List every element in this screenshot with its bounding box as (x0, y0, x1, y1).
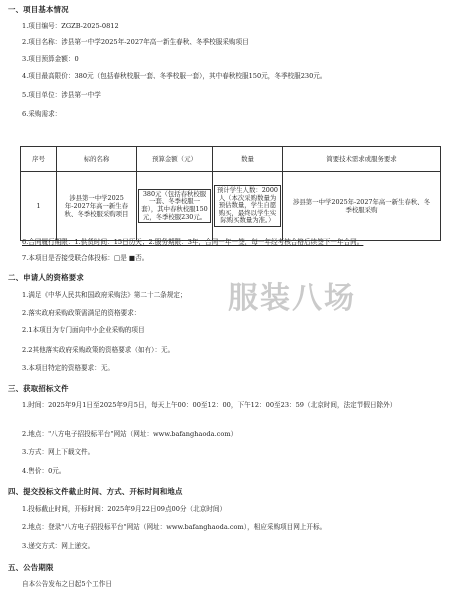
project-unit: 5.项目单位：涉县第一中学 (22, 91, 101, 99)
table-header-row (21, 147, 441, 172)
obtain-location: 2.地点："八方电子招投标平台"网站（网址：www.bafanghaoda.com） (22, 430, 238, 438)
cell-req: 涉县第一中学2025年-2027年高一新生春秋、冬季校服采购 (283, 172, 441, 241)
section-2-title: 二、申请人的资格要求 (8, 273, 84, 282)
procurement-needs-label: 6.采购需求： (22, 110, 62, 118)
project-name: 2.项目名称：涉县第一中学2025年-2027年高一新生春秋、冬季校服采购项目 (22, 38, 249, 46)
qualification-2: 2.落实政府采购政策需满足的资格要求： (22, 309, 141, 317)
qualification-1: 1.满足《中华人民共和国政府采购法》第二十二条规定； (22, 291, 187, 299)
qualification-2-2: 2.2其他落实政府采购政策的资格要求（如有）：无。 (22, 346, 175, 354)
obtain-method: 3.方式：网上下载文件。 (22, 448, 95, 456)
submit-method: 3.递交方式：网上递交。 (22, 542, 95, 550)
cell-qty: 预计学生人数：2000人（本次采购数量为预估数量，学生自愿购买，最终以学生实际购买数量为准。） (214, 185, 281, 227)
watermark-text: 服装八场 (228, 281, 356, 316)
contract-period: 6.合同履行期限：1.供货时间：15日历天；2.服务期限：3年，合同一年一签，每一年经考核合格后续签下一年合同。 (22, 238, 364, 246)
section-3-title: 三、获取招标文件 (8, 384, 69, 393)
section-5-title: 五、公告期限 (8, 563, 54, 572)
consortium-bid: 7.本项目是否接受联合体投标：□是 ■否。 (22, 254, 149, 262)
qualification-2-1: 2.1本项目为专门面向中小企业采购的项目 (22, 326, 145, 334)
deadline-time: 1.投标截止时间，开标时间：2025年9月22日09点00分（北京时间） (22, 505, 227, 513)
project-number: 1.项目编号：ZGZB-2025-0812 (22, 22, 119, 30)
col-header-no: 序号 (21, 147, 57, 172)
col-header-budget: 预算金额（元） (137, 147, 213, 172)
qualification-3: 3.本项目特定的资格要求：无。 (22, 364, 115, 372)
col-header-req: 简要技术需求或服务要求 (283, 147, 441, 172)
obtain-price: 4.售价：0元。 (22, 467, 66, 475)
cell-no: 1 (21, 172, 57, 241)
notice-period: 自本公告发布之日起5个工作日 (22, 580, 112, 588)
project-price-cap: 4.项目最高限价：380元（包括春秋校服一套、冬季校服一套），其中春秋校服150元，冬季校服230元。 (22, 72, 327, 80)
table-row (21, 172, 441, 241)
obtain-time: 1.时间：2025年9月1日至2025年9月5日，每天上午00：00至12：00，下午12：00至23：59（北京时间，法定节假日除外） (22, 401, 397, 409)
cell-budget: 380元（包括春秋校服一套、冬季校服一套），其中春秋校服150元，冬季校服230元。 (138, 189, 211, 223)
section-1-title: 一、项目基本情况 (8, 5, 69, 14)
cell-name: 涉县第一中学2025年-2027年高一新生春秋、冬季校服采购项目 (57, 172, 137, 241)
requirements-table (20, 146, 441, 241)
project-budget: 3.项目预算金额：0 (22, 55, 79, 63)
col-header-name: 标的名称 (57, 147, 137, 172)
submit-location: 2.地点：登录"八方电子招投标平台"网站（网址：www.bafanghaoda.com），相应采购项目网上开标。 (22, 523, 327, 531)
col-header-qty: 数量 (213, 147, 283, 172)
section-4-title: 四、提交投标文件截止时间、方式、开标时间和地点 (8, 487, 183, 496)
